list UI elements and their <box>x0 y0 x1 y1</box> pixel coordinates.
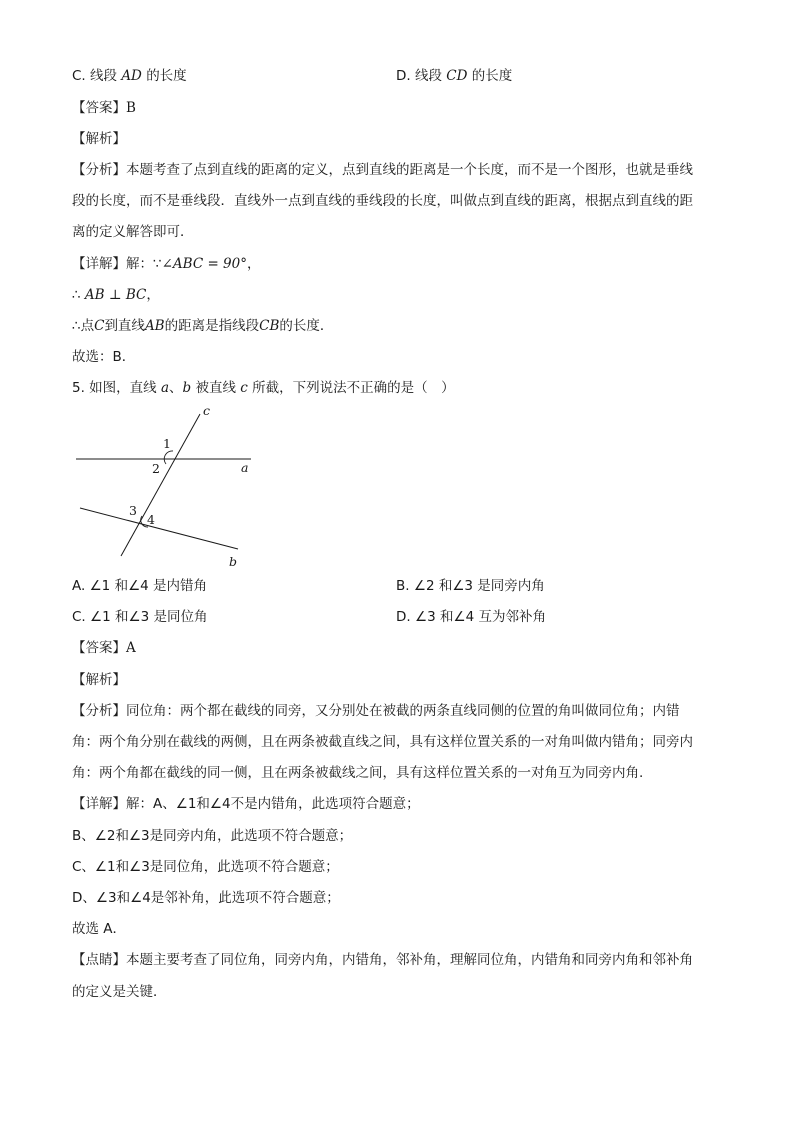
segment-ad: AD <box>121 68 142 84</box>
label-b: b <box>229 554 238 569</box>
label-angle-2: 2 <box>152 461 160 476</box>
stem-suffix: 所截，下列说法不正确的是（ ） <box>252 380 455 396</box>
fenxi-line-2-q4: 段的长度，而不是垂线段．直线外一点到直线的垂线段的长度，叫做点到直线的距离，根据点到直线的距 <box>72 193 693 209</box>
point-c: C <box>94 318 105 334</box>
fenxi-line-2-q5: 角：两个角分别在截线的两侧，且在两条被截直线之间，具有这样位置关系的一对角叫做内错角；同旁内 <box>72 734 693 750</box>
detail-line-2-q4 <box>72 285 160 305</box>
option-c-prefix: C. 线段 <box>72 68 118 84</box>
segment-cd: CD <box>446 68 468 84</box>
transversal-figure <box>70 400 270 572</box>
dianjing-line-1-q5: 【点睛】本题主要考查了同位角，同旁内角，内错角，邻补角，理解同位角，内错角和同旁内角和邻补角 <box>72 952 693 968</box>
label-angle-1: 1 <box>163 436 171 451</box>
option-d-prefix: D. 线段 <box>396 68 442 84</box>
therefore-suffix: 的长度． <box>279 318 334 334</box>
var-b: b <box>182 380 192 396</box>
line-ab: AB <box>144 318 165 334</box>
fenxi-line-1-q4: 【分析】本题考查了点到直线的距离的定义，点到直线的距离是一个长度，而不是一个图形，也就是垂线 <box>72 162 693 178</box>
detail-line-1-q5: 【详解】解：A、∠1和∠4不是内错角，此选项符合题意； <box>72 796 420 812</box>
choose-line-q5: 故选 A． <box>72 921 127 937</box>
therefore-prefix: ∴点 <box>72 318 95 334</box>
fenxi-line-1-q5: 【分析】同位角：两个都在截线的同旁，又分别处在被截的两条直线同侧的位置的角叫做同位角；内错 <box>72 703 680 719</box>
perpendicular-statement: AB ⊥ BC <box>84 287 147 303</box>
answer-label: 【答案】 <box>72 100 126 116</box>
detail-line-3-q5: C、∠1和∠3是同位角，此选项不符合题意； <box>72 859 339 875</box>
angle-arc-upper <box>164 451 173 464</box>
dianjing-line-2-q5: 的定义是关键． <box>72 984 167 1000</box>
label-c: c <box>203 403 211 418</box>
line-b <box>80 508 238 549</box>
label-angle-3: 3 <box>129 503 137 518</box>
detail-line-2-q5: B、∠2和∠3是同旁内角，此选项不符合题意； <box>72 828 353 844</box>
stem-sep: 、 <box>169 380 183 396</box>
perp-comma: ， <box>146 287 160 303</box>
option-c-suffix: 的长度 <box>146 68 187 84</box>
therefore-symbol: ∴ <box>72 287 81 303</box>
option-a-q5: A. ∠1 和∠4 是内错角 <box>72 578 208 594</box>
analysis-label-q4: 【解析】 <box>72 131 126 147</box>
stem-prefix: 5. 如图，直线 <box>72 380 157 396</box>
because-symbol: ∵ <box>153 256 162 272</box>
answer-label: 【答案】 <box>72 640 126 656</box>
therefore-mid2: 的距离是指线段 <box>164 318 260 334</box>
detail-comma: ， <box>246 256 261 272</box>
analysis-label-q5: 【解析】 <box>72 672 126 688</box>
angle-abc-equation: ∠ABC = 90° <box>161 256 247 272</box>
option-d-q4 <box>396 66 512 86</box>
fenxi-line-3-q5: 角：两个角都在截线的同一侧，且在两条被截线之间，具有这样位置关系的一对角互为同旁内角. <box>72 765 644 781</box>
option-c-q4 <box>72 66 187 86</box>
answer-value: B <box>126 100 136 116</box>
var-c: c <box>240 380 248 396</box>
therefore-mid: 到直线 <box>104 318 145 334</box>
answer-value: A <box>126 640 136 656</box>
fenxi-line-3-q4: 离的定义解答即可． <box>72 224 194 240</box>
detail-line-3-q4 <box>72 316 333 336</box>
var-a: a <box>160 380 170 396</box>
label-a: a <box>241 460 249 475</box>
detail-line-1-q4 <box>72 254 260 274</box>
label-angle-4: 4 <box>147 512 155 527</box>
option-d-q5: D. ∠3 和∠4 互为邻补角 <box>396 609 546 625</box>
option-b-q5: B. ∠2 和∠3 是同旁内角 <box>396 578 545 594</box>
segment-cb: CB <box>259 318 280 334</box>
choose-line-q4: 故选：B． <box>72 349 136 365</box>
detail-line-4-q5: D、∠3和∠4是邻补角，此选项不符合题意； <box>72 890 340 906</box>
answer-line-q4 <box>72 98 136 118</box>
answer-line-q5 <box>72 638 136 658</box>
line-c <box>121 414 200 556</box>
detail-prefix: 【详解】解： <box>72 256 153 272</box>
question-5-stem <box>72 378 455 398</box>
option-c-q5: C. ∠1 和∠3 是同位角 <box>72 609 208 625</box>
stem-mid: 被直线 <box>195 380 236 396</box>
option-d-suffix: 的长度 <box>471 68 513 84</box>
